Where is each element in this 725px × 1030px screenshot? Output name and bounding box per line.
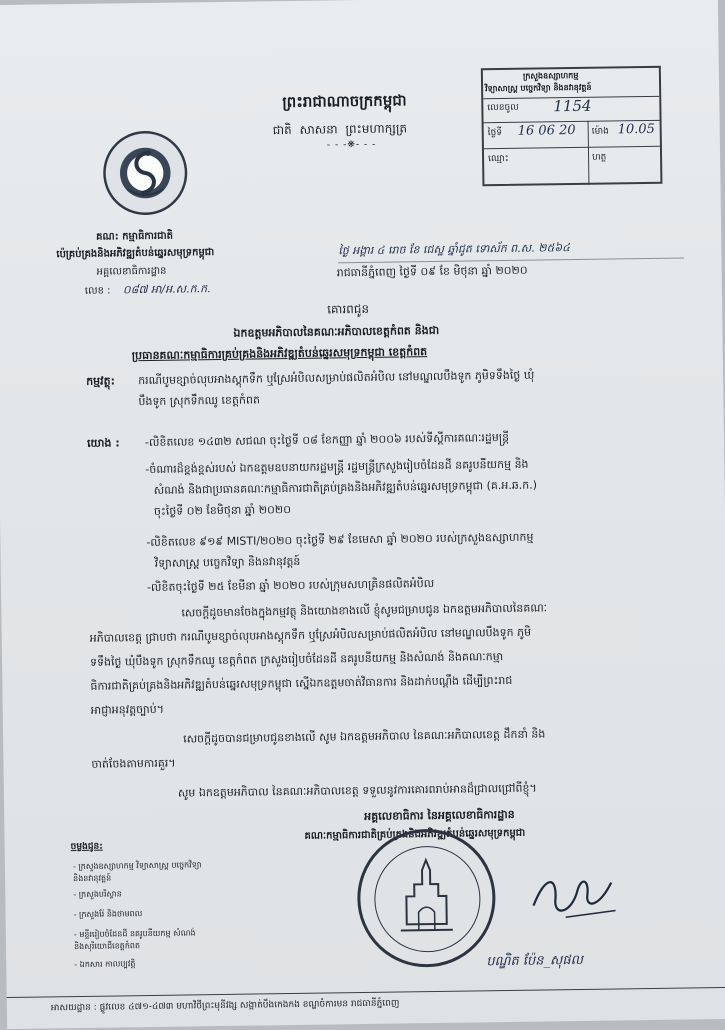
ref-label: លេខ : bbox=[84, 285, 111, 297]
reference-item-cont: វិទ្យាសាស្ត្រ បច្ចេកវិទ្យា និងនវានុវត្តន៍ bbox=[154, 554, 301, 570]
stamp-number-value: 1154 bbox=[553, 96, 592, 116]
body-para1-line: អភិបាលខេត្ត ជ្រាបថា ករណីបូមខ្សាច់លុបអាងស្តុកទឹក ឬស្រែអំបិលសម្រាប់ផលិតអំបិល នៅមណ្ឌលបឹងទូក ភូមិ bbox=[89, 625, 532, 645]
recipient-line2: ប្រធានគណៈកម្មាធិការគ្រប់គ្រងនិងអភិវឌ្ឍតំបន់ឆ្នេរសមុទ្រកម្ពុជា ខេត្តកំពត bbox=[131, 345, 428, 363]
kingdom-title: ព្រះរាជាណាចក្រកម្ពុជា bbox=[282, 91, 407, 112]
respect-heading: គោរពជូន bbox=[327, 301, 370, 317]
national-motto: ជាតិ សាសនា ព្រះមហាក្សត្រ bbox=[272, 121, 408, 138]
subject-line1: ករណីបូមខ្សាច់លុបអាងស្តុកទឹក ឬស្រែអំបិលសម្រាប់ផលិតអំបិល នៅមណ្ឌលបឹងទូក ភូមិទទឹងថ្ងៃ ឃុំ bbox=[138, 368, 535, 388]
subject-line2: បឹងទូក ស្រុកទឹកឈូ ខេត្តកំពត bbox=[138, 393, 260, 409]
org-name: គណ: កម្មាធិការជាតិ bbox=[96, 230, 174, 243]
signatory-title: អគ្គលេខាធិការ នៃអគ្គលេខាធិការដ្ឋាន bbox=[364, 807, 515, 824]
body-para1-line: ទទឹងថ្ងៃ ឃុំបឹងទូក ស្រុកទឹកឈូ ខេត្តកំពត ក្រសួងរៀបចំដែនដី នគរូបនីយកម្ម និងសំណង់ និងគណៈកម្មា bbox=[89, 650, 504, 669]
ref-value: ០៨៧ អា/អ.ស.ក.ក. bbox=[122, 282, 211, 297]
body-para2-line: សេចក្តីដូចបានជម្រាបជូនខាងលើ សូម ឯកឧត្តមអភិបាល នៃគណៈអភិបាលខេត្ត ដឹកនាំ និង bbox=[183, 727, 546, 746]
recipient-line1: ឯកឧត្តមអភិបាលនៃគណៈអភិបាលខេត្តកំពត និងជា bbox=[233, 323, 440, 340]
signatory-name: បណ្ឌិត ប៉ែន_សុផល bbox=[486, 952, 584, 970]
cc-item: - ក្រសួងឧស្សាហកម្ម វិទ្យាសាស្ត្រ បច្ចេកវិទ្យា bbox=[72, 860, 202, 872]
subject-label: កម្មវត្ថុ: bbox=[86, 374, 116, 388]
reference-item-cont: សំណង់ និងជាប្រធានគណៈកម្មាធិការជាតិគ្រប់គ្រងនិងអភិវឌ្ឍតំបន់ឆ្នេរសមុទ្រកម្ពុជា (គ.អ.ឆ.ក.) bbox=[153, 478, 538, 497]
stamp-time-label: ម៉ោង bbox=[591, 126, 609, 137]
stamp-date-value: 16 06 20 bbox=[517, 122, 576, 139]
stamp-number-label: លេខចូល bbox=[487, 102, 519, 114]
org-full-name: ប៉េគ្រប់គ្រងនិងអភិវឌ្ឍតំបន់ឆ្នេរសមុទ្រកម្ពុជា bbox=[56, 247, 215, 261]
cc-item: - ក្រសួងបរិស្ថាន bbox=[73, 889, 122, 900]
body-para1-line: អាជ្ញាអនុវត្តច្បាប់។ bbox=[90, 702, 165, 717]
reference-item: -លិខិតចុះថ្ងៃទី ២៥ ខែមីនា ឆ្នាំ ២០២០ របស់ក្រុមសហគ្រិនផលិតអំបិល bbox=[146, 577, 435, 595]
reference-item: -លិខិតលេខ ១៤៣២ សជណ ចុះថ្ងៃទី ០៨ ខែកញ្ញា ឆ្នាំ ២០០៦ របស់ទីស្តីការគណៈរដ្ឋមន្ត្រី bbox=[144, 430, 510, 450]
cc-item: - ឯកសារ កាលប្បវត្តិ bbox=[74, 959, 136, 970]
body-para2-line: ចាត់ចែងតាមការគួរ។ bbox=[91, 756, 176, 771]
stamp-sign-label: ហត្ថ bbox=[592, 152, 607, 163]
stamp-authority: ក្រសួងឧស្សាហកម្ម bbox=[522, 70, 579, 81]
motto-separator: - - -❋- - - bbox=[326, 139, 377, 151]
cc-item: - មន្ទីររៀបចំដែនដី នគរូបនីយកម្ម សំណង់ bbox=[73, 928, 196, 940]
cc-item: និងសុរិយោដីខេត្តកំពត bbox=[73, 941, 141, 952]
footer-address: អាសយដ្ឋាន : ផ្លូវលេខ ៤៧១-៤៧៣ មហាវិថីព្រះមុនីវង្ស សង្កាត់បឹងកេងកង ខណ្ឌចំការមន រាជធានីភ្នំពេញ bbox=[50, 998, 400, 1014]
org-department: អគ្គលេខាធិការដ្ឋាន bbox=[96, 265, 167, 278]
stamp-date-label: ថ្ងៃទី bbox=[487, 128, 503, 139]
committee-emblem-logo bbox=[103, 130, 188, 215]
solar-date: រាជធានីភ្នំពេញ ថ្ងៃទី ០៩ ខែ មិថុនា ឆ្នាំ ២០២០ bbox=[336, 263, 528, 280]
signature-mark bbox=[525, 864, 626, 925]
stamp-receiver-label: ឈ្មោះ bbox=[488, 153, 509, 165]
reference-item-cont: ចុះថ្ងៃទី ០២ ខែមិថុនា ឆ្នាំ ២០២០ bbox=[153, 502, 292, 518]
lunar-date: ថ្ងៃ អង្គារ ៤ រោច ខែ ជេស្ឋ ឆ្នាំជូត ទោស័ក ព.ស. ២៥៦៤ bbox=[338, 241, 570, 258]
stamp-time-value: 10.05 bbox=[617, 121, 656, 138]
body-para1-line: ធិការជាតិគ្រប់គ្រងនិងអភិវឌ្ឍតំបន់ឆ្នេរសមុទ្រកម្ពុជា ស្នើឯកឧត្តមចាត់វិធានការ និងដាក់បណ្តឹង ដើម្បីព្រះរាជ bbox=[90, 673, 513, 693]
stamp-ministry: វិទ្យាសាស្ត្រ បច្ចេកវិទ្យា និងនវានុវត្តន៍ bbox=[485, 82, 592, 94]
cc-item: - ក្រសួងរ៉ែ និងថាមពល bbox=[73, 909, 143, 920]
closing-line: សូម ឯកឧត្តមអភិបាល នៃគណៈអភិបាលខេត្ត ទទួលនូវការគោរពរាប់អានដ៏ជ្រាលជ្រៅពីខ្ញុំ។ bbox=[177, 781, 537, 800]
official-seal bbox=[356, 828, 496, 968]
cc-label: ចម្លងជូន: bbox=[70, 841, 103, 853]
reference-item: -ចំណារដ៏ខ្ពង់ខ្ពស់របស់ ឯកឧត្តមឧបនាយករដ្ឋមន្ត្រី រដ្ឋមន្ត្រីក្រសួងរៀបចំដែនដី នគរូបនីយកម្ម និង bbox=[145, 457, 529, 477]
signatory-org: គណៈកម្មាធិការជាតិគ្រប់គ្រងនិងអភិវឌ្ឍតំបន់ឆ្នេរសមុទ្រកម្ពុជា bbox=[304, 827, 526, 842]
cc-item: និងនវានុវត្តន៍ bbox=[73, 873, 112, 884]
body-para1-line: សេចក្តីដូចមានចែងក្នុងកម្មវត្ថុ និងយោងខាងលើ ខ្ញុំសូមជម្រាបជូន ឯកឧត្តមអភិបាលនៃគណៈ bbox=[181, 601, 548, 620]
receipt-stamp bbox=[481, 66, 663, 187]
references-label: យោង : bbox=[86, 436, 120, 450]
reference-item: -លិខិតលេខ ៩១៩ MISTI/២០២០ ចុះថ្ងៃទី ២៩ ខែមេសា ឆ្នាំ ២០២០ របស់ក្រសួងឧស្សាហកម្ម bbox=[146, 530, 534, 550]
